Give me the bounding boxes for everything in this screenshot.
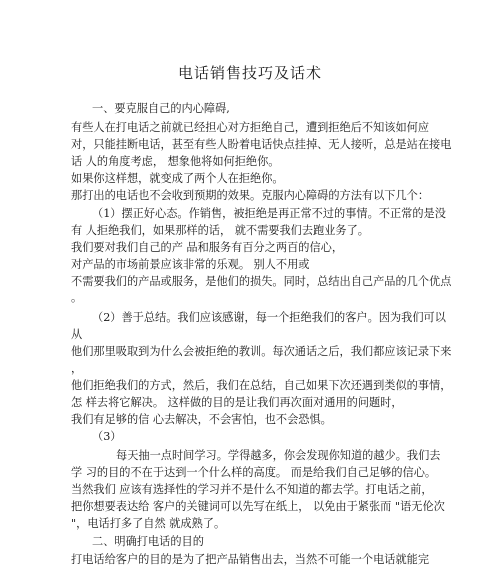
text-line: 每天抽一点时间学习。学得越多，你会发现你知道的越少。我们去 (116, 449, 441, 462)
text-line: 有些人在打电话之前就已经担心对方拒绝自己，遭到拒绝后不知该如何应 (71, 121, 430, 134)
text-line: （1）摆正好心态。作销售，被拒绝是再正常不过的事情。不正常的是没 (92, 207, 446, 220)
text-line: 。 (71, 291, 83, 304)
text-line: 怎 样去将它解决。 这样做的目的是让我们再次面对通用的问题时， (71, 396, 403, 409)
text-line: （3） (92, 430, 122, 443)
text-line: 他们拒绝我们的方式，然后，我们在总结，自己如果下次还遇到类似的事情， (71, 379, 452, 392)
text-line: 有 人拒绝我们，如果那样的话， 就不需要我们去跑业务了。 (71, 224, 369, 237)
text-line: 把你想要表达给 客户的关键词可以先写在纸上， 以免由于紧张而 "语无伦次 (71, 500, 445, 513)
text-line: 如果你这样想，就变成了两个人在拒绝你。 (71, 172, 284, 185)
text-line: （2）善于总结。我们应该感谢，每一个拒绝我们的客户。因为我们可以 (92, 311, 446, 324)
text-line: 从 (71, 328, 83, 341)
text-line: 我们要对我们自己的产 品和服务有百分之两百的信心， (71, 241, 344, 254)
text-line: 二、明确打电话的目的 (92, 535, 204, 548)
text-line: ， (71, 362, 83, 375)
text-line: 打电话给客户的目的是为了把产品销售出去，当然不可能一个电话就能完 (71, 553, 430, 566)
text-line: 我们有足够的信 心去解决，不会害怕，也不会恐惧。 (71, 413, 332, 426)
text-line: 他们那里吸取到为什么会被拒绝的教训。每次通话之后，我们都应该记录下来 (71, 345, 452, 358)
text-line: 对，只能挂断电话，甚至有些人盼着电话快点挂掉、无人接听，总是站在接电 (71, 138, 452, 151)
text-line: 当然我们 应该有选择性的学习并不是什么不知道的都去学。打电话之前， (71, 483, 433, 496)
text-line: 一、要克服自己的内心障碍, (92, 102, 230, 115)
text-line: 对产品的市场前景应该非常的乐观。 别人不用或 (71, 258, 310, 271)
text-line: 学 习的目的不在于达到一个什么样的高度。 而是给我们自己足够的信心。 (71, 466, 437, 479)
text-line: 不需要我们的产品或服务，是他们的损失。同时，总结出自己产品的几个优点 (71, 275, 452, 288)
text-line: 话 人的角度考虑， 想象他将如何拒绝你。 (71, 155, 280, 168)
document-title: 电话销售技巧及话术 (177, 64, 322, 82)
text-line: 那打出的电话也不会收到预期的效果。克服内心障碍的方法有以下几个： (71, 189, 430, 202)
text-line: "，电话打多了自然 就成熟了。 (71, 517, 226, 530)
